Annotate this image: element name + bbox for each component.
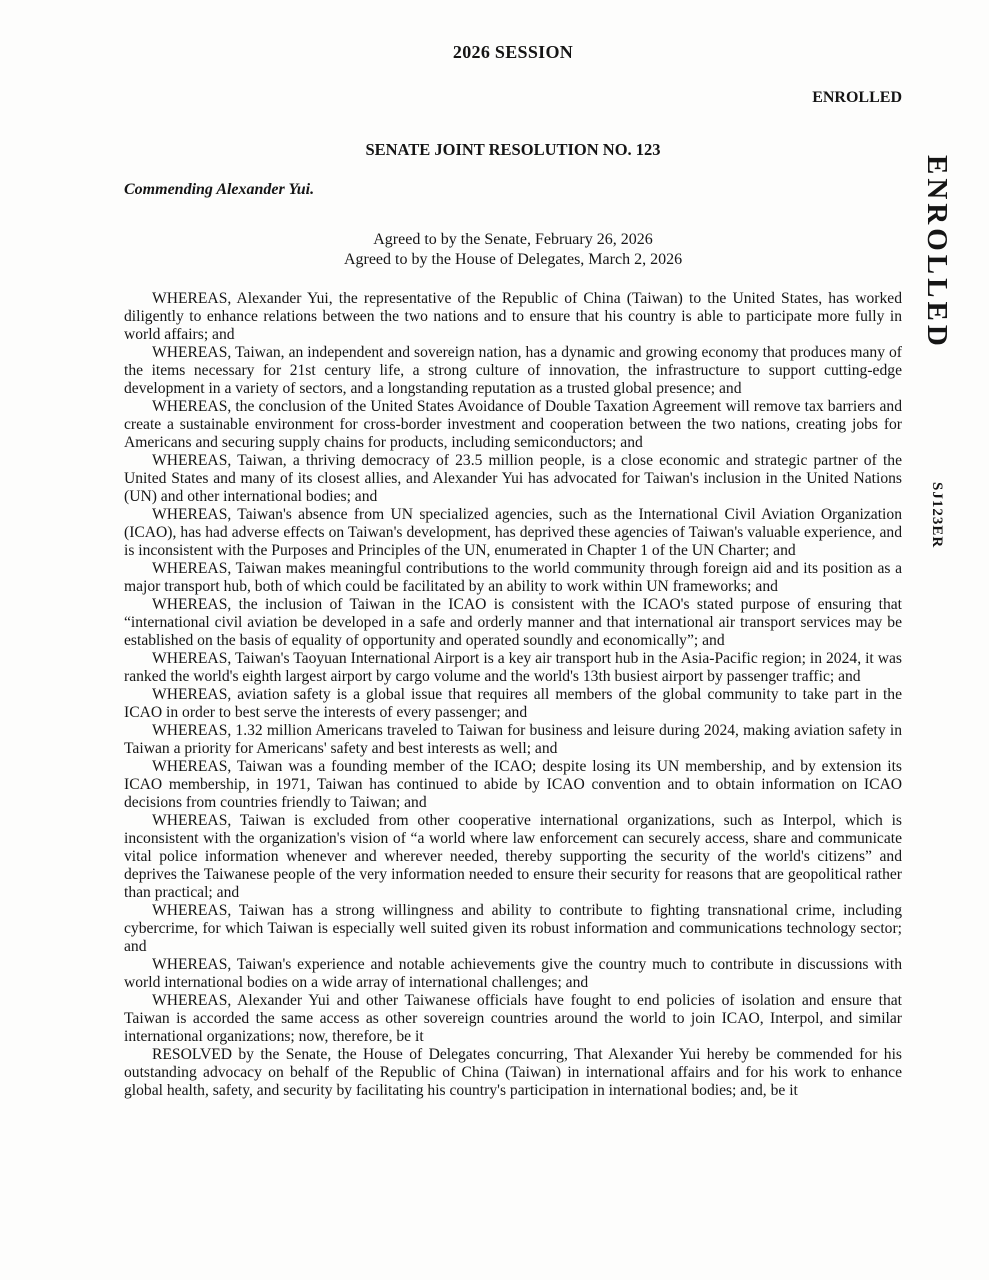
agreed-house-line: Agreed to by the House of Delegates, March 2, 2026 — [343, 250, 683, 268]
resolution-subject: Commending Alexander Yui. — [124, 181, 315, 198]
agreed-senate-line: Agreed to by the Senate, February 26, 2026 — [373, 231, 653, 248]
resolution-clauses — [124, 290, 902, 1100]
whereas-clause: WHEREAS, Taiwan was a founding member of the ICAO; despite losing its UN membership, and by extension its ICAO membership, in 1971, Taiwan has continued to abide by ICAO convention and to obtain information on ICAO decisions from countries friendly to Taiwan; and — [124, 758, 902, 811]
vertical-enrolled-stamp: ENROLLED — [921, 155, 953, 350]
resolution-number-heading: SENATE JOINT RESOLUTION NO. 123 — [365, 140, 661, 159]
resolved-clause: RESOLVED by the Senate, the House of Delegates concurring, That Alexander Yui hereby be commended for his outstanding advocacy on behalf of the Republic of China (Taiwan) in international affairs and for his work to enhance global health, safety, and security by facilitating his country's participation in international bodies; and, be it — [124, 1046, 902, 1099]
whereas-clause: WHEREAS, 1.32 million Americans traveled to Taiwan for business and leisure during 2024, making aviation safety in Taiwan a priority for Americans' safety and best interests as well; and — [124, 722, 902, 757]
whereas-clause: WHEREAS, Taiwan has a strong willingness and ability to contribute to fighting transnational crime, including cybercrime, for which Taiwan is especially well suited given its robust information and communications technology sector; and — [124, 902, 902, 955]
enrolled-status-label: ENROLLED — [812, 89, 902, 106]
whereas-clause: WHEREAS, Taiwan's absence from UN specialized agencies, such as the International Civil Aviation Organization (ICAO), has had adverse effects on Taiwan's development, has deprived these agencies of Taiwan's valuable experience, and is inconsistent with the Purposes and Principles of the UN, enumerated in Chapter 1 of the UN Charter; and — [124, 506, 902, 559]
whereas-clause: WHEREAS, the inclusion of Taiwan in the ICAO is consistent with the ICAO's stated purpose of ensuring that “international civil aviation be developed in a safe and orderly manner and that international air transport services may be established on the basis of equality of opportunity and operated soundly and economically”; and — [124, 596, 902, 649]
whereas-clause: WHEREAS, Taiwan's experience and notable achievements give the country much to contribute in discussions with world international bodies on a wide array of international challenges; and — [124, 956, 902, 991]
document-body — [124, 0, 902, 1100]
whereas-clause: WHEREAS, the conclusion of the United States Avoidance of Double Taxation Agreement will remove tax barriers and create a sustainable environment for cross-border investment and cooperation between the two nations, creating jobs for Americans and securing supply chains for products, including semiconductors; and — [124, 398, 902, 451]
agreement-dates — [124, 230, 902, 269]
whereas-clause: WHEREAS, Taiwan makes meaningful contributions to the world community through foreign aid and its position as a major transport hub, both of which could be facilitated by an ability to work within UN frameworks; and — [124, 560, 902, 595]
session-heading: 2026 SESSION — [452, 42, 574, 62]
whereas-clause: WHEREAS, Taiwan is excluded from other cooperative international organizations, such as Interpol, which is inconsistent with the organization's vision of “a world where law enforcement can securely access, share and communicate vital police information whenever and wherever needed, thereby supporting the security of the world's citizens” and deprives the Taiwanese people of the very information needed to ensure their security for reasons that are geopolitical rather than practical; and — [124, 812, 902, 901]
whereas-clause: WHEREAS, aviation safety is a global issue that requires all members of the global community to take part in the ICAO in order to best serve the interests of every passenger; and — [124, 686, 902, 721]
whereas-clause: WHEREAS, Taiwan, an independent and sovereign nation, has a dynamic and growing economy that produces many of the items necessary for 21st century life, a strong culture of innovation, the infrastructure to support cutting-edge development in a variety of sectors, and a longstanding reputation as a trusted global presence; and — [124, 344, 902, 397]
whereas-clause: WHEREAS, Taiwan, a thriving democracy of 23.5 million people, is a close economic and strategic partner of the United States and many of its closest allies, and Alexander Yui has advocated for Taiwan's inclusion in the United Nations (UN) and other international bodies; and — [124, 452, 902, 505]
whereas-clause: WHEREAS, Alexander Yui, the representative of the Republic of China (Taiwan) to the United States, has worked diligently to enhance relations between the two nations and to ensure that his country is able to participate more fully in world affairs; and — [124, 290, 902, 343]
whereas-clause: WHEREAS, Taiwan's Taoyuan International Airport is a key air transport hub in the Asia-Pacific region; in 2024, it was ranked the world's eighth largest airport by cargo volume and the world's 13th busiest airport by passenger traffic; and — [124, 650, 902, 685]
vertical-document-code: SJ123ER — [929, 482, 945, 549]
whereas-clause: WHEREAS, Alexander Yui and other Taiwanese officials have fought to end policies of isolation and ensure that Taiwan is accorded the same access as other sovereign countries around the world to join ICAO, Interpol, and similar international organizations; now, therefore, be it — [124, 992, 902, 1045]
